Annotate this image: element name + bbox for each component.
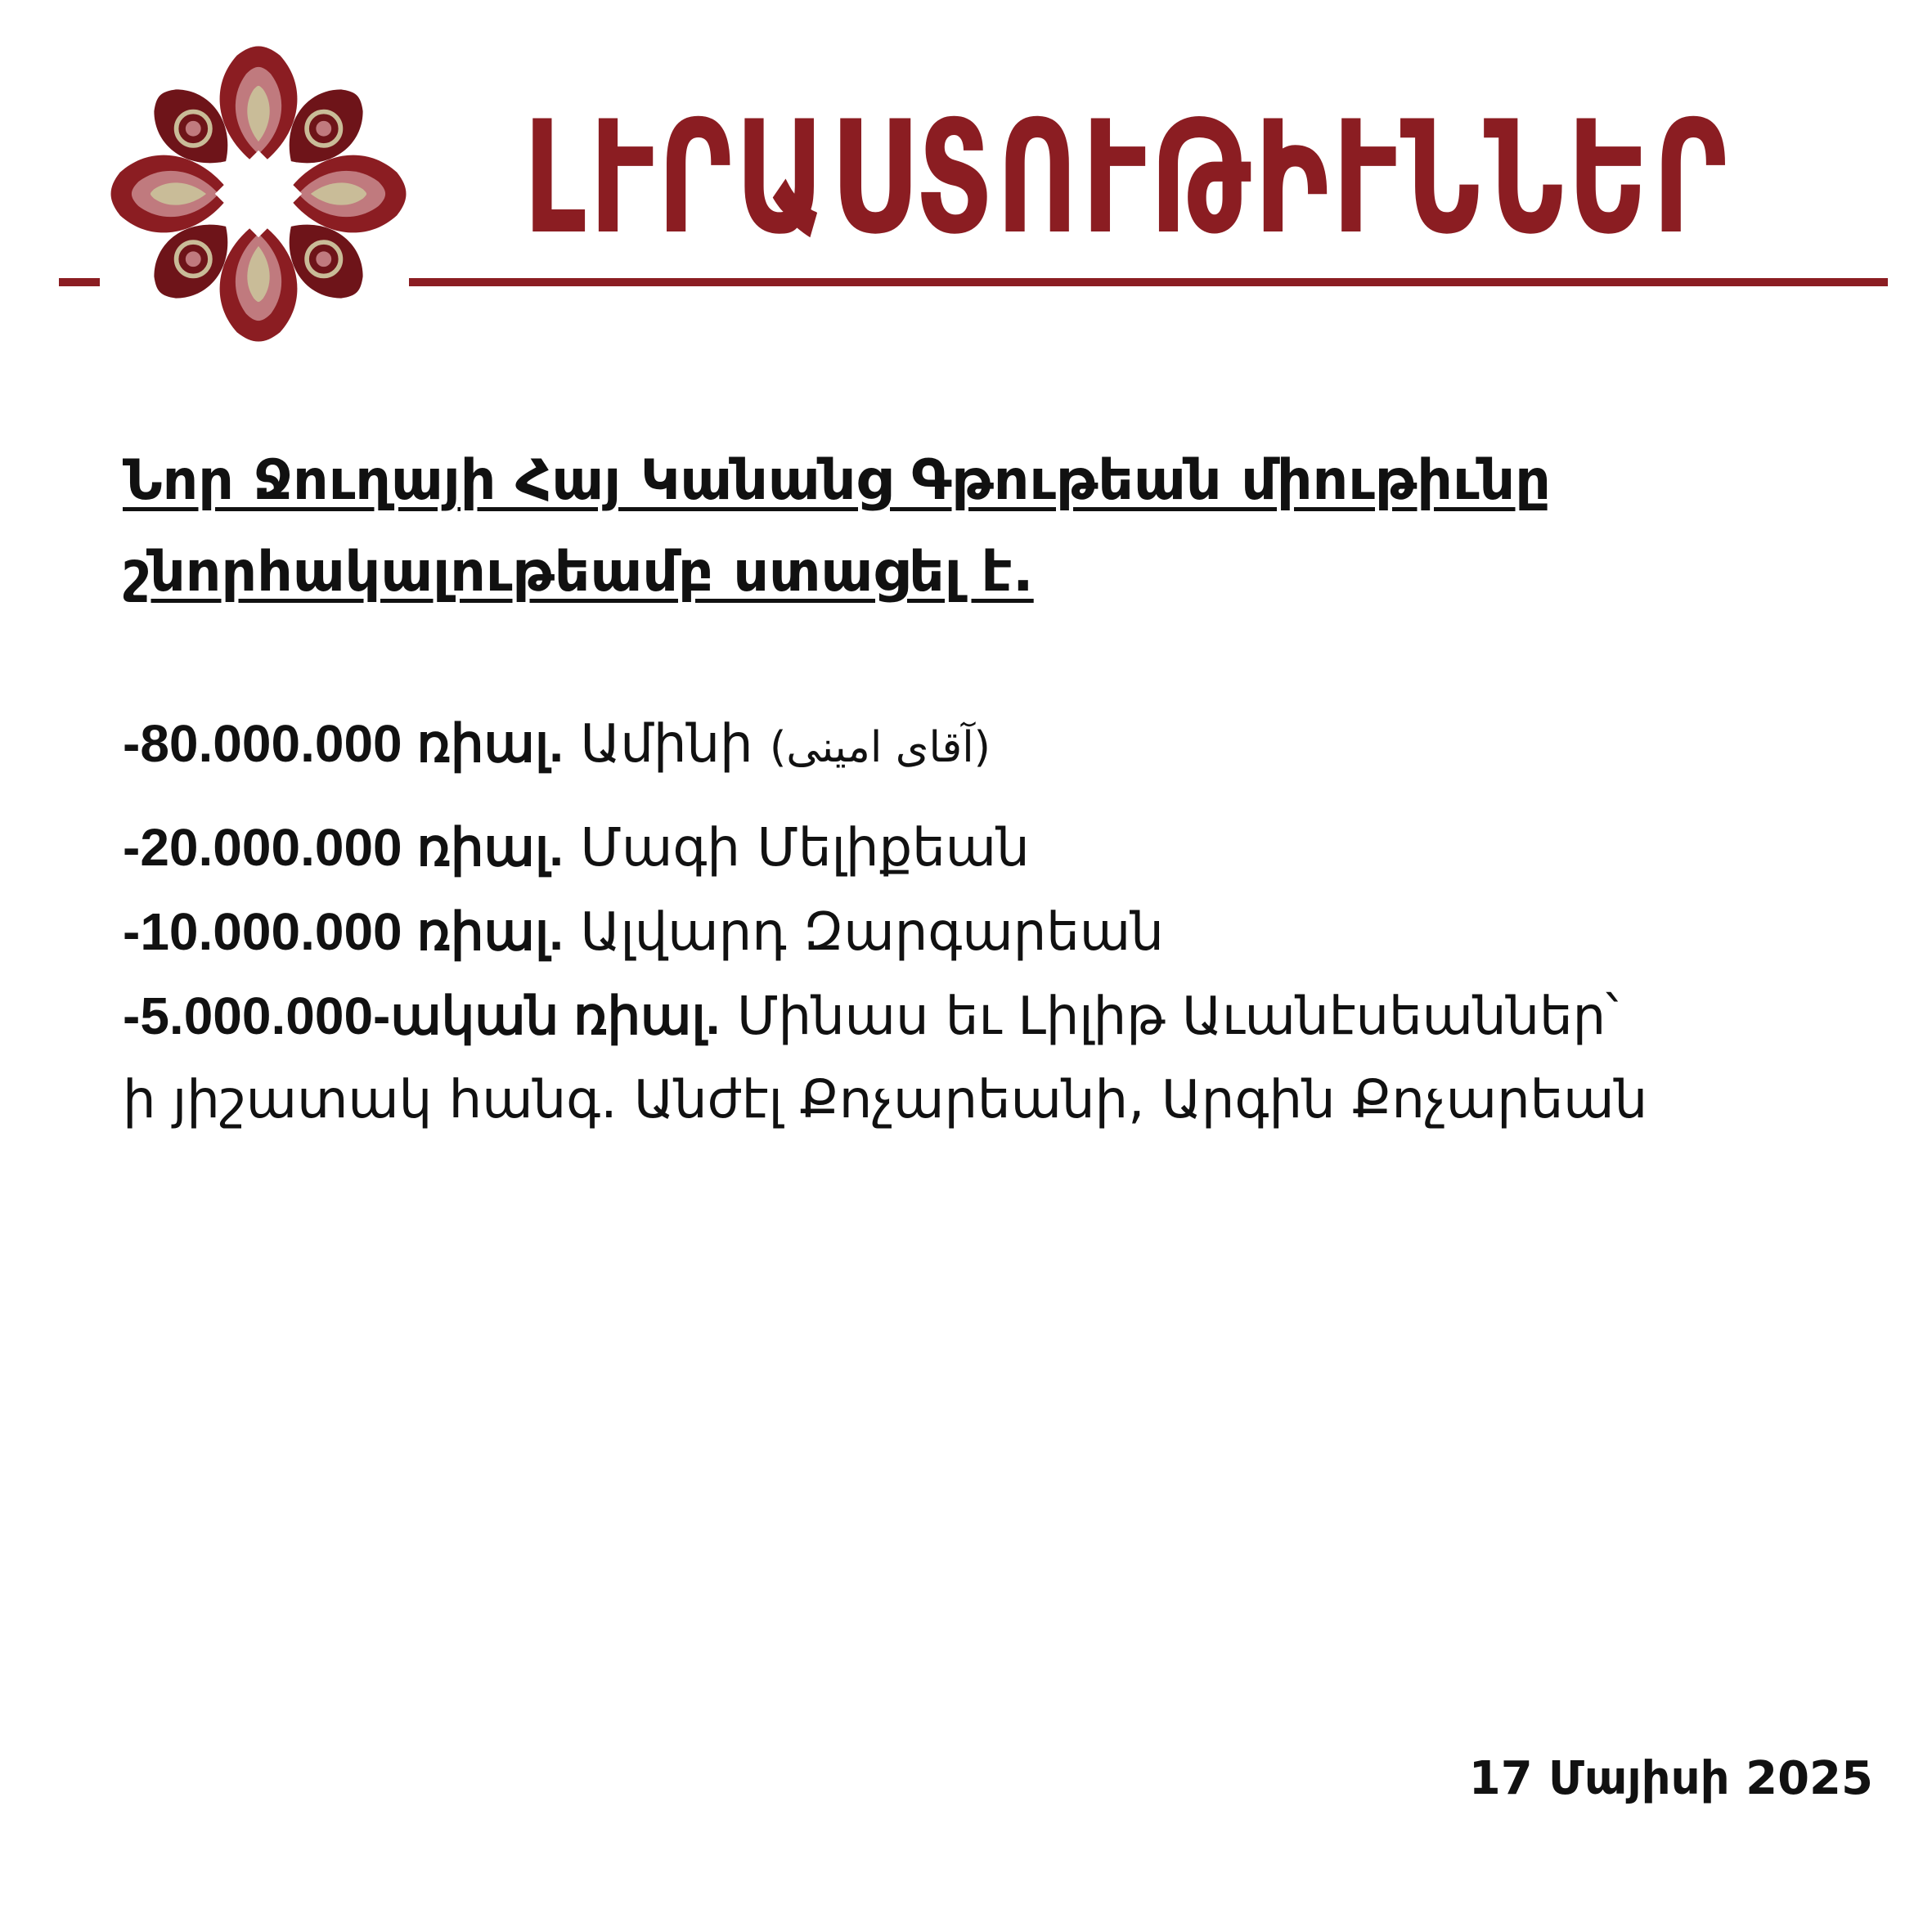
- donations-list: [123, 702, 1857, 1142]
- donation-item: [123, 974, 1857, 1142]
- donation-amount: -20.000.000 ռիալ.: [123, 818, 564, 877]
- donation-amount: -10.000.000 ռիալ.: [123, 902, 564, 961]
- donation-item: [123, 890, 1857, 974]
- header-rule-left: [59, 278, 100, 286]
- armenian-rosette-ornament-icon: [105, 34, 412, 353]
- donation-item: [123, 702, 1857, 789]
- donation-amount: -5.000.000-ական ռիալ.: [123, 986, 721, 1045]
- header-rule-right: [409, 278, 1888, 286]
- masthead-title: ԼՒՐԱՍՏՈՒԹԻՒՆՆԵՐ: [523, 88, 1731, 268]
- donor-name: Մագի Մելիքեան: [580, 818, 1030, 878]
- heading-line-1: Նոր Ջուղայի Հայ Կանանց Գթութեան միութիւնը: [123, 448, 1551, 513]
- publication-date: 17 Մայիսի 2025: [1468, 1752, 1873, 1805]
- donor-name: Ամինի: [580, 714, 753, 775]
- donation-memorial-note: ի յիշատակ հանգ. Անժէլ Քոչարեանի, Արգին Քոչարեան: [123, 1070, 1648, 1130]
- announcement-heading: [123, 435, 1840, 618]
- donation-item: [123, 806, 1857, 890]
- donation-amount: -80.000.000 ռիալ.: [123, 714, 564, 773]
- header: [0, 0, 1932, 360]
- donor-name: Ալվարդ Զարգարեան: [580, 902, 1164, 963]
- heading-line-2: շնորհակալութեամբ ստացել է.: [123, 540, 1034, 604]
- donor-name-persian: (آقای امینی): [769, 723, 991, 772]
- donor-name: Մինաս եւ Լիլիթ Աւանէսեաններ՝: [736, 986, 1619, 1047]
